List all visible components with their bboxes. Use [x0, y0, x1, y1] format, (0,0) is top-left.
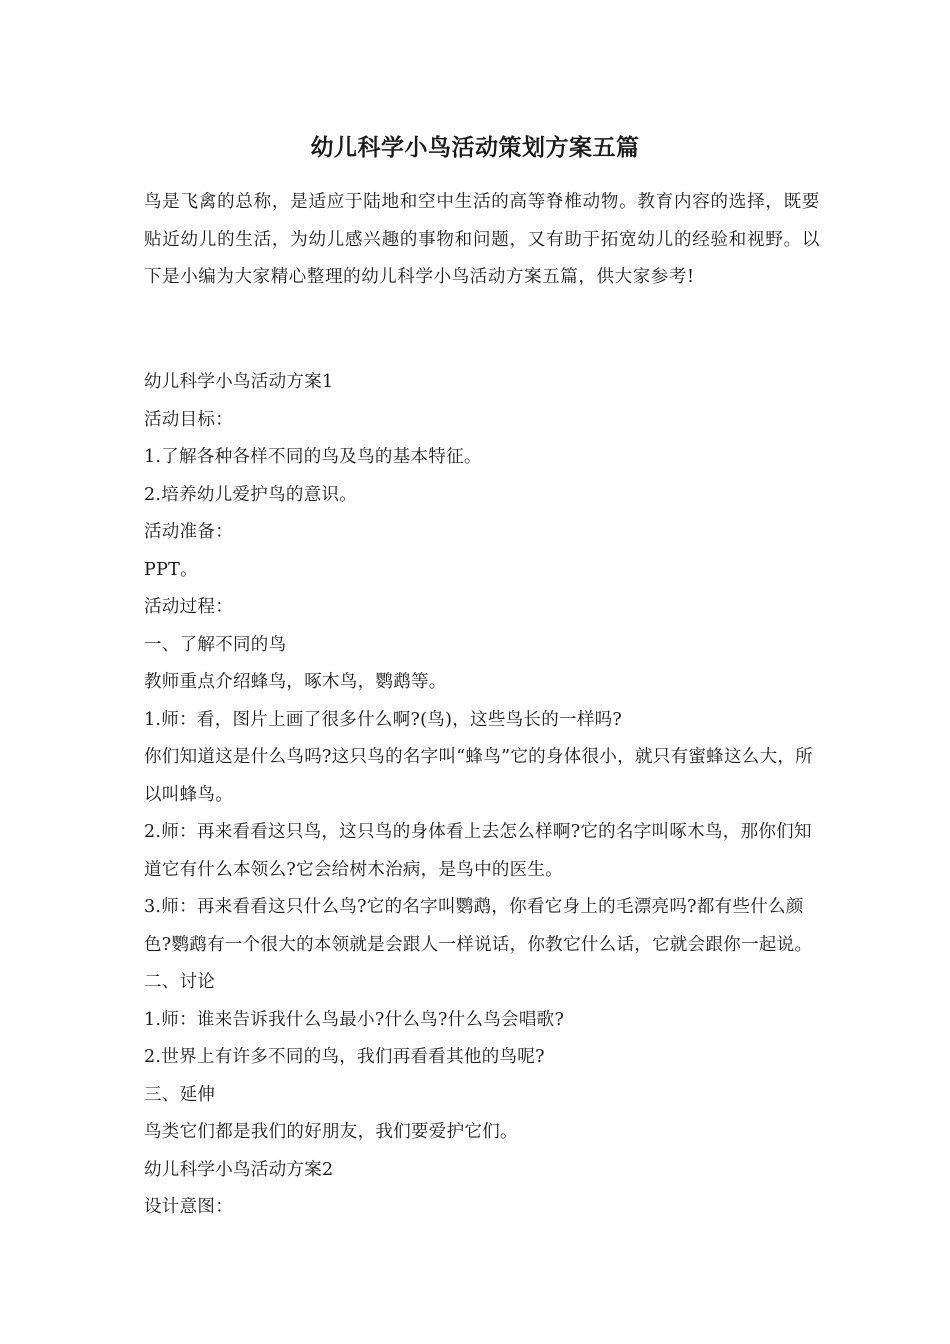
paragraph: 1.师：看，图片上画了很多什么啊?(鸟)，这些鸟长的一样吗?	[144, 709, 623, 730]
paragraph: 活动准备：	[144, 522, 233, 542]
paragraph: 2.世界上有许多不同的鸟，我们再看看其他的鸟呢?	[144, 1047, 545, 1067]
paragraph: 3.师：再来看看这只什么鸟?它的名字叫鹦鹉，你看它身上的毛漂亮吗?都有些什么颜色?鹦鹉有一个很大的本领就是会跟人一样说话，你教它什么话，它就会跟你一起说。	[144, 897, 813, 955]
section-heading: 幼儿科学小鸟活动方案2	[144, 1159, 334, 1180]
paragraph: 2.培养幼儿爱护鸟的意识。	[144, 484, 358, 505]
paragraph: 1.师：谁来告诉我什么鸟最小?什么鸟?什么鸟会唱歌?	[144, 1009, 565, 1030]
intro-paragraph: 鸟是飞禽的总称，是适应于陆地和空中生活的高等脊椎动物。教育内容的选择，既要贴近幼儿的生活，为幼儿感兴趣的事物和问题，又有助于拓宽幼儿的经验和视野。以下是小编为大家精心整理的幼儿科学小鸟活动方案五篇，供大家参考!	[144, 192, 820, 287]
document-title: 幼儿科学小鸟活动策划方案五篇	[310, 134, 640, 161]
document-body	[144, 364, 820, 1227]
paragraph: 你们知道这是什么鸟吗?这只鸟的名字叫“蜂鸟”它的身体很小，就只有蜜蜂这么大，所以叫蜂鸟。	[144, 747, 813, 805]
paragraph: 活动过程：	[144, 597, 233, 617]
paragraph: 2.师：再来看看这只鸟，这只鸟的身体看上去怎么样啊?它的名字叫啄木鸟，那你们知道它有什么本领么?它会给树木治病，是鸟中的医生。	[144, 822, 812, 880]
paragraph: 三、延伸	[144, 1084, 216, 1105]
paragraph: 二、讨论	[144, 972, 216, 992]
paragraph: 活动目标：	[144, 409, 233, 430]
section-heading: 幼儿科学小鸟活动方案1	[144, 372, 334, 392]
paragraph: 教师重点介绍蜂鸟，啄木鸟，鹦鹉等。	[144, 672, 447, 692]
paragraph: 设计意图：	[144, 1197, 233, 1217]
paragraph: 鸟类它们都是我们的好朋友，我们要爱护它们。	[144, 1122, 518, 1142]
paragraph: 1.了解各种各样不同的鸟及鸟的基本特征。	[144, 447, 482, 467]
paragraph: 一、了解不同的鸟	[144, 634, 287, 655]
paragraph: PPT。	[144, 559, 198, 580]
